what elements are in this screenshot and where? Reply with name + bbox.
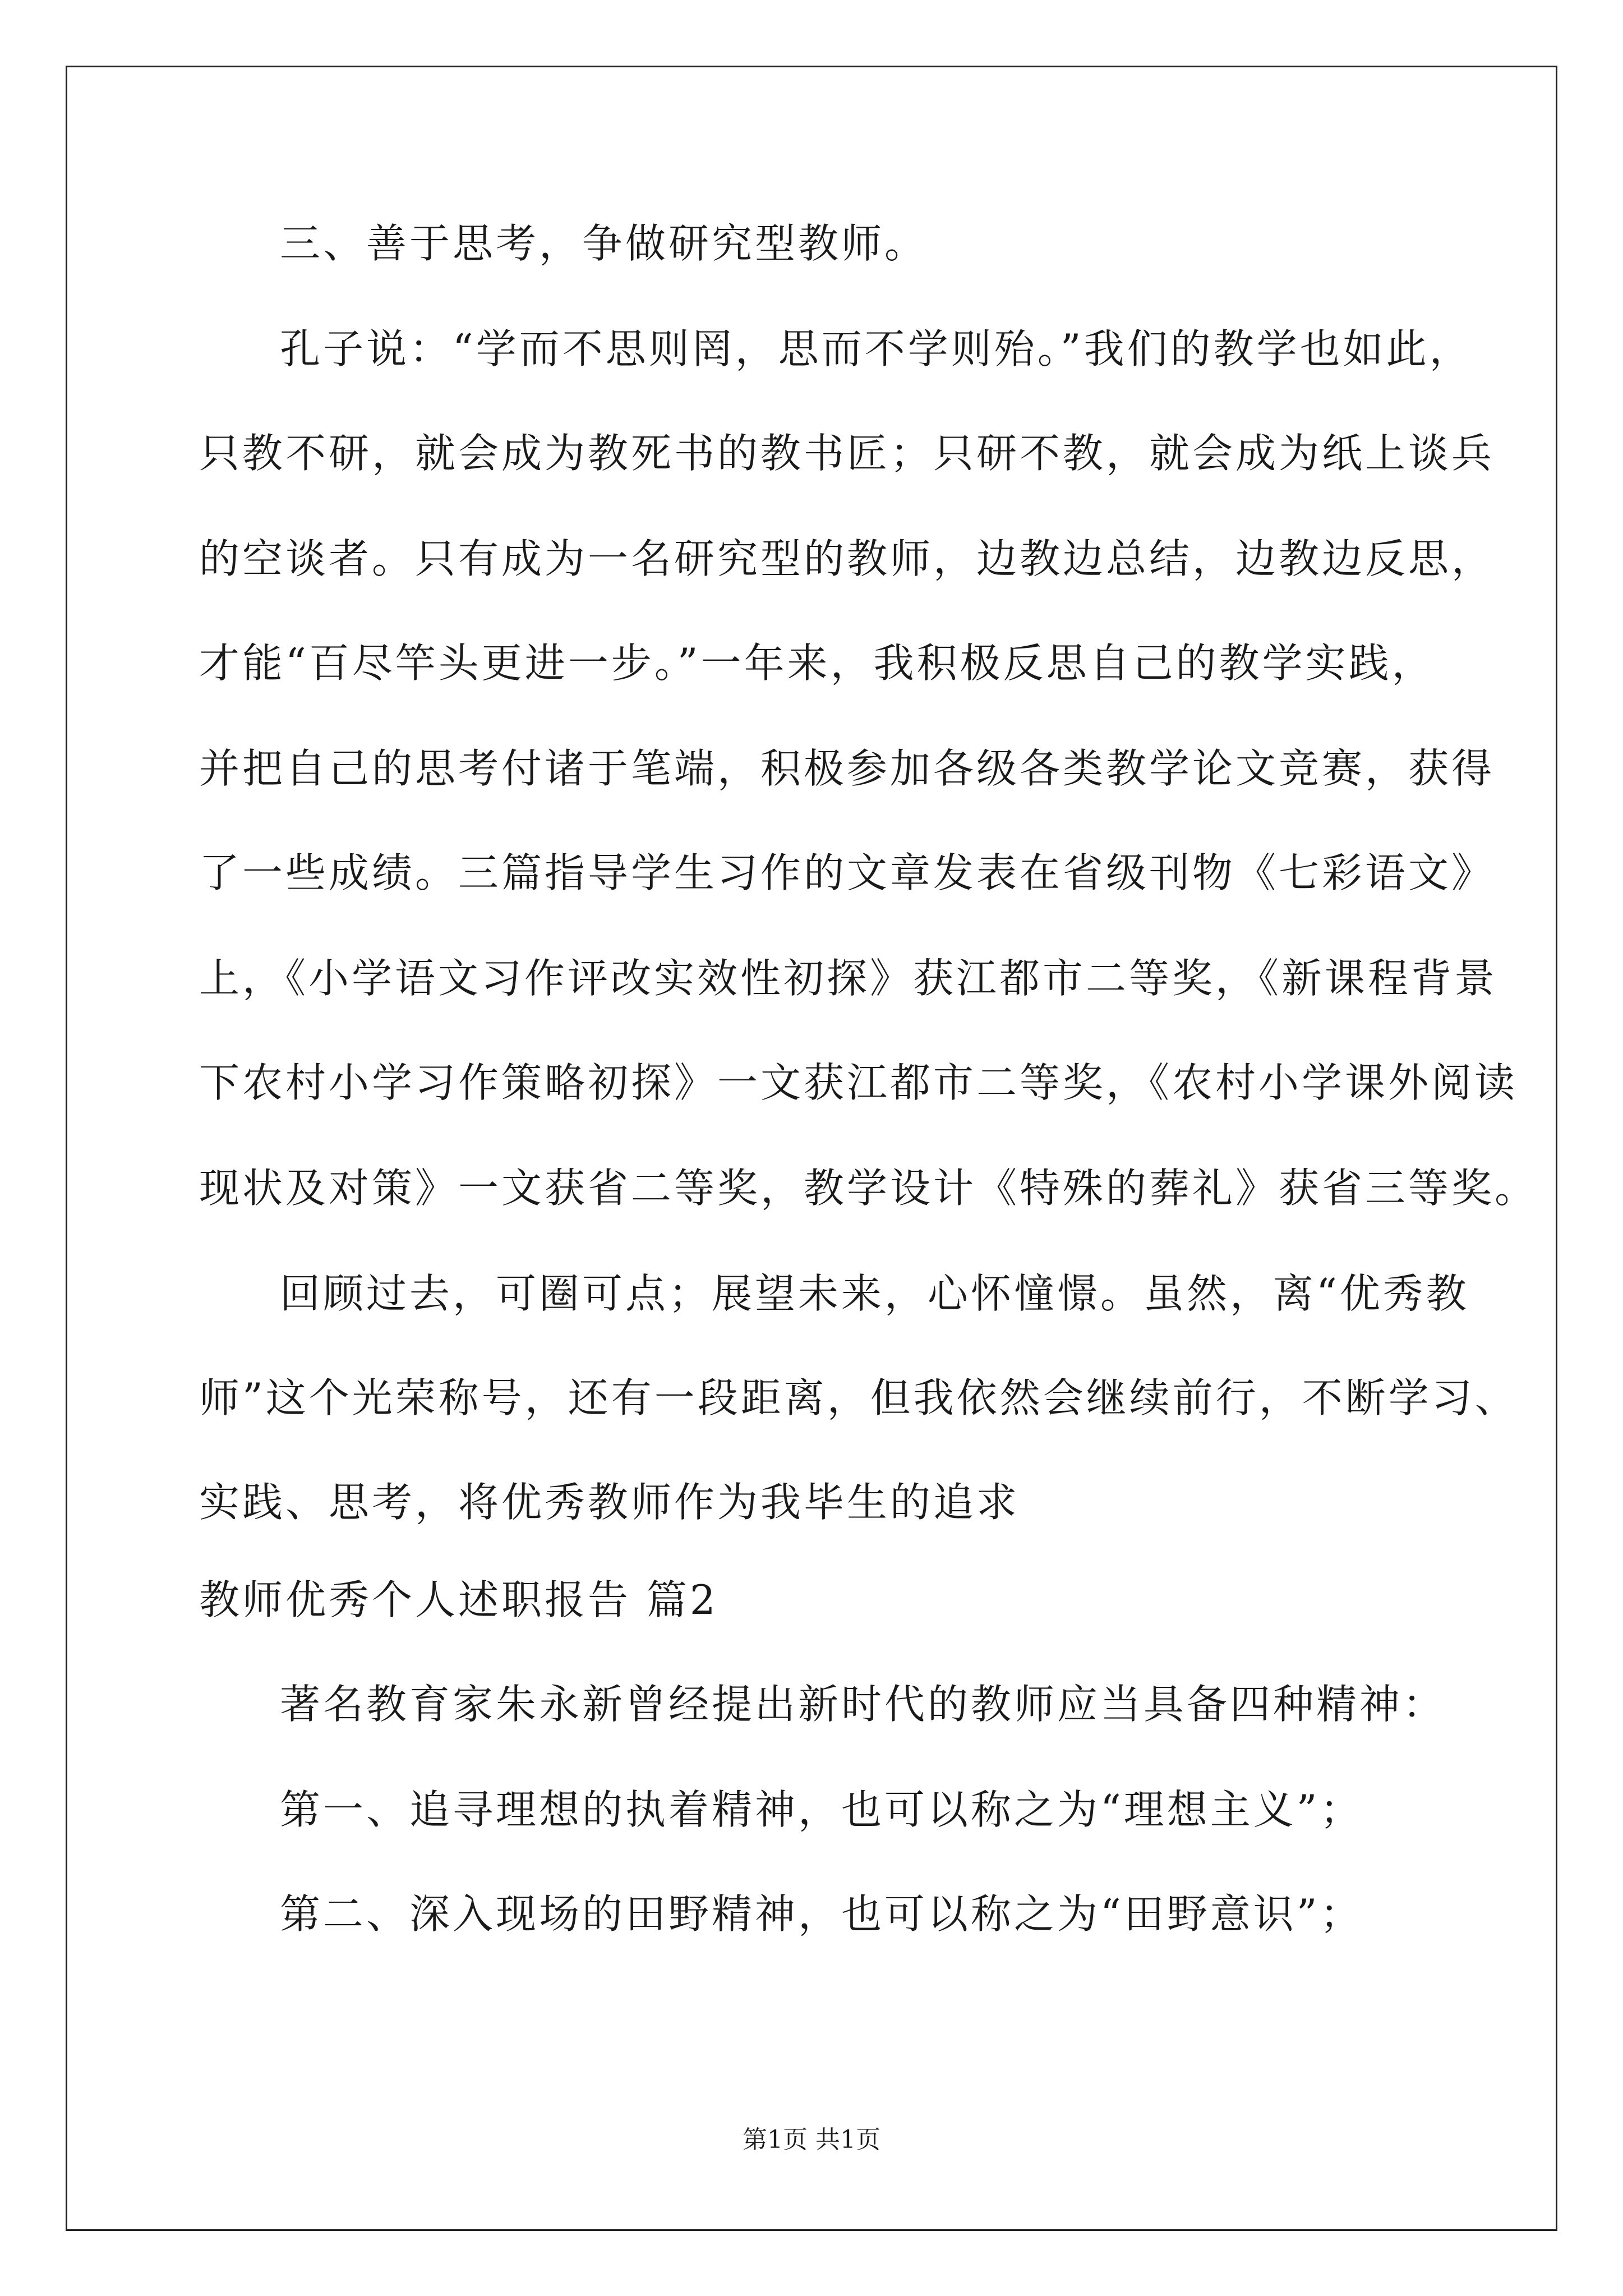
paragraph-line: 上，《小学语文习作评改实效性初探》获江都市二等奖，《新课程背景 xyxy=(199,955,1498,1002)
list-item: 第二、深入现场的田野精神，也可以称之为“田野意识”； xyxy=(280,1890,1363,1938)
page-footer: 第1页 共1页 xyxy=(743,2125,880,2154)
article-title: 教师优秀个人述职报告 篇2 xyxy=(199,1576,718,1623)
paragraph-line: 著名教育家朱永新曾经提出新时代的教师应当具备四种精神： xyxy=(280,1681,1446,1728)
paragraph-line: 并把自己的思考付诸于笔端，积极参加各级各类教学论文竞赛，获得 xyxy=(199,745,1495,792)
paragraph-line: 师”这个光荣称号，还有一段距离，但我依然会继续前行，不断学习、 xyxy=(199,1374,1518,1421)
list-item: 第一、追寻理想的执着精神，也可以称之为“理想主义”； xyxy=(280,1786,1363,1833)
paragraph-line: 实践、思考，将优秀教师作为我毕生的追求 xyxy=(199,1479,1020,1526)
paragraph-line: 的空谈者。只有成为一名研究型的教师，边教边总结，边教边反思， xyxy=(199,535,1495,582)
paragraph-line: 才能“百尽竿头更进一步。”一年来，我积极反思自己的教学实践， xyxy=(199,639,1435,687)
paragraph-line: 孔子说：“学而不思则罔，思而不学则殆。”我们的教学也如此， xyxy=(280,325,1473,372)
paragraph-line: 了一些成绩。三篇指导学生习作的文章发表在省级刊物《七彩语文》 xyxy=(199,849,1495,896)
paragraph-line: 下农村小学习作策略初探》一文获江都市二等奖，《农村小学课外阅读 xyxy=(199,1059,1518,1106)
paragraph-line: 现状及对策》一文获省二等奖，教学设计《特殊的葬礼》获省三等奖。 xyxy=(199,1165,1538,1212)
section-heading-3: 三、善于思考，争做研究型教师。 xyxy=(280,220,928,267)
paragraph-line: 回顾过去，可圈可点；展望未来，心怀憧憬。虽然，离“优秀教 xyxy=(280,1270,1469,1317)
paragraph-line: 只教不研，就会成为教死书的教书匠；只研不教，就会成为纸上谈兵 xyxy=(199,430,1495,477)
